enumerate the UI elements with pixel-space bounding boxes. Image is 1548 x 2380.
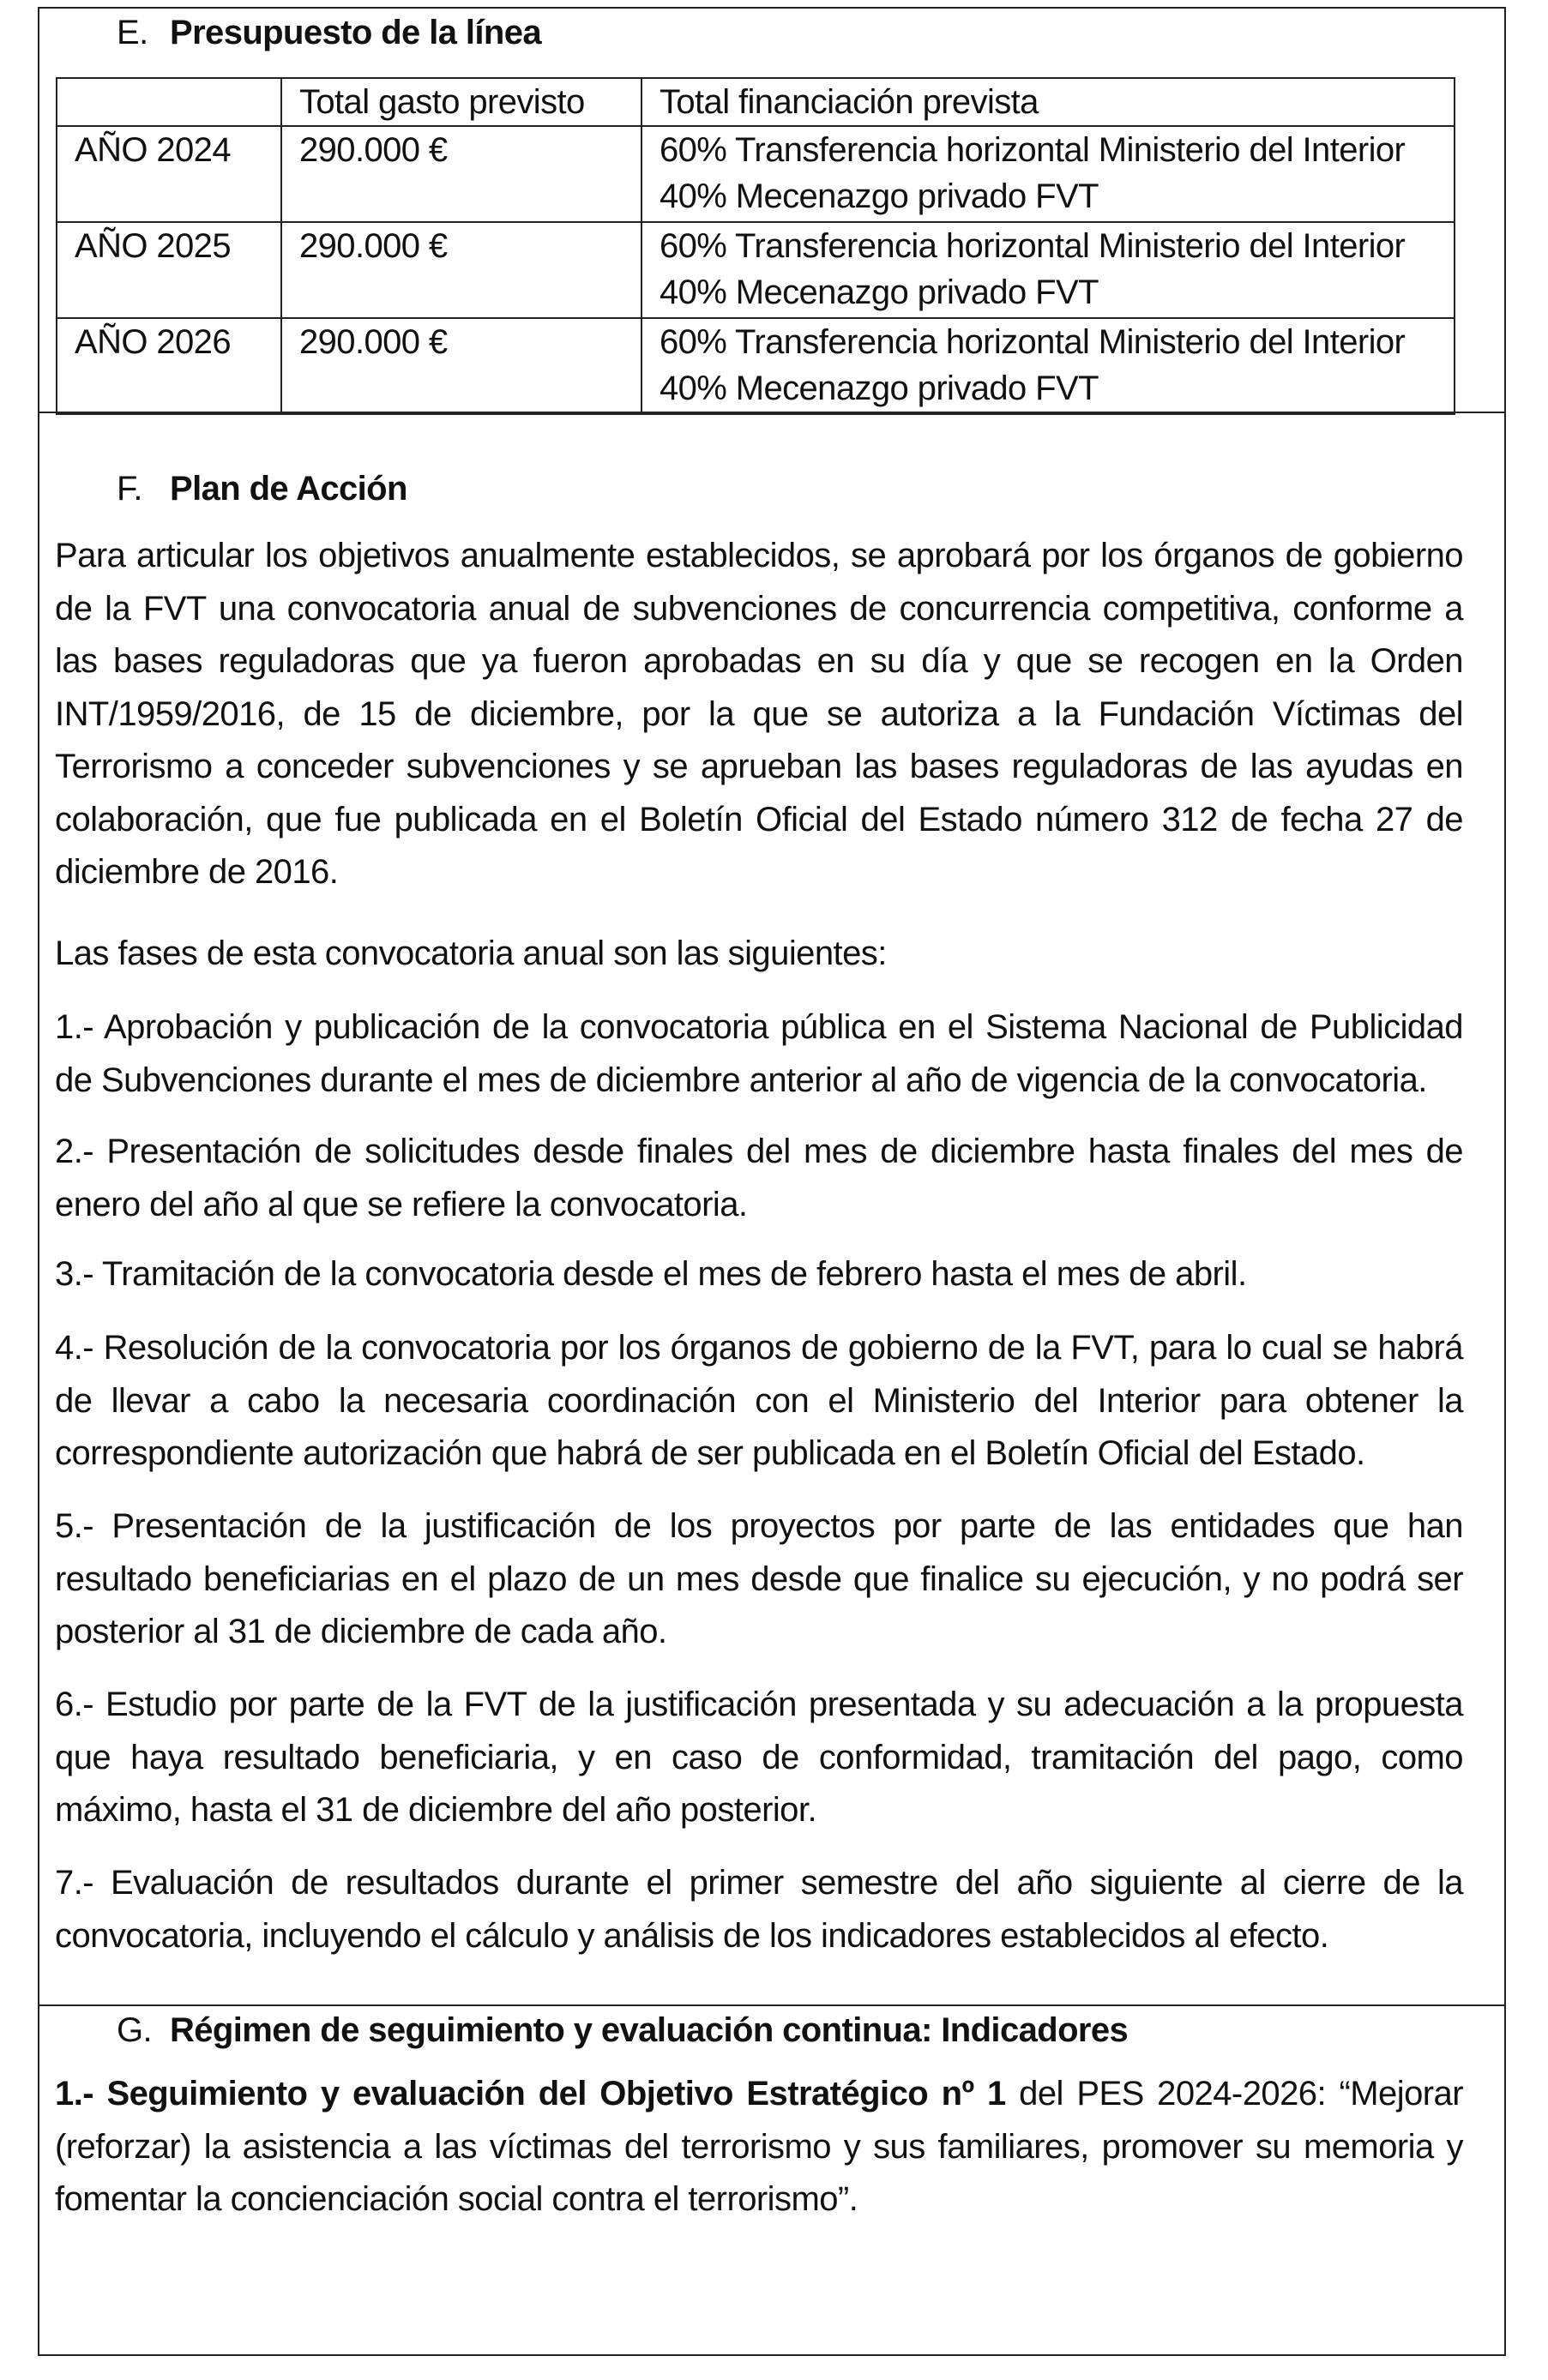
financing-line-1: 60% Transferencia horizontal Ministerio del Interior [660, 227, 1406, 265]
financing-line-2: 40% Mecenazgo privado FVT [660, 273, 1099, 311]
financing-line-1: 60% Transferencia horizontal Ministerio del Interior [660, 131, 1406, 169]
budget-header-financiacion: Total financiación prevista [641, 78, 1455, 126]
financing-line-2: 40% Mecenazgo privado FVT [660, 370, 1099, 407]
section-g-title: Régimen de seguimiento y evaluación continua: Indicadores [170, 2011, 1129, 2049]
section-f-letter: F. [117, 470, 142, 508]
section-e-letter: E. [117, 14, 148, 51]
phase-2: 2.- Presentación de solicitudes desde finales del mes de diciembre hasta finales del mes de enero del año al que se refiere la convocatoria. [55, 1133, 1463, 1223]
phase-1: 1.- Aprobación y publicación de la convocatoria pública en el Sistema Nacional de Publicidad de Subvenciones durante el mes de diciembre anterior al año de vigencia de la convocatoria. [55, 1008, 1463, 1099]
financing-line-2: 40% Mecenazgo privado FVT [660, 177, 1099, 215]
plan-intro-paragraph: Para articular los objetivos anualmente establecidos, se aprobará por los órganos de gobierno de la FVT una convocatoria anual de subvenciones de concurrencia competitiva, conforme a las bases reguladoras que ya fueron aprobadas en su día y que se recogen en la Orden INT/1959/2016, de 15 de diciembre, por la que se autoriza a la Fundación Víctimas del Terrorismo a conceder subvenciones y se aprueban las bases reguladoras de las ayudas en colaboración, que fue publicada en el Boletín Oficial del Estado número 312 de fecha 27 de diciembre de 2016. [55, 537, 1463, 891]
section-g-letter: G. [117, 2011, 153, 2049]
financing-line-1: 60% Transferencia horizontal Ministerio del Interior [660, 323, 1406, 361]
section-divider [38, 2004, 1506, 2006]
budget-header-blank [57, 78, 281, 126]
phase-6: 6.- Estudio por parte de la FVT de la justificación presentada y su adecuación a la propuesta que haya resultado beneficiaria, y en caso de conformidad, tramitación del pago, como máximo, hasta el 31 de diciembre del año posterior. [55, 1686, 1463, 1829]
phase-4: 4.- Resolución de la convocatoria por los órganos de gobierno de la FVT, para lo cual se habrá de llevar a cabo la necesaria coordinación con el Ministerio del Interior para obtener la correspondiente autorización que habrá de ser publicada en el Boletín Oficial del Estado. [55, 1329, 1463, 1472]
phase-3: 3.- Tramitación de la convocatoria desde el mes de febrero hasta el mes de abril. [55, 1255, 1247, 1293]
amount-cell: 290.000 € [281, 126, 641, 222]
objective-1-paragraph [55, 2068, 1463, 2227]
amount-cell: 290.000 € [281, 318, 641, 414]
year-cell: AÑO 2024 [57, 126, 281, 222]
objective-1-text: del PES 2024-2026: “Mejorar (reforzar) la asistencia a las víctimas del terrorismo y sus familiares, promover su memoria y fomentar la concienciación social contra el terrorismo”. [55, 2075, 1463, 2218]
section-divider [38, 412, 1506, 413]
section-e-heading [117, 14, 541, 52]
budget-header-gasto: Total gasto previsto [281, 78, 641, 126]
budget-table [56, 77, 1455, 415]
financing-cell [641, 318, 1455, 414]
section-e-title: Presupuesto de la línea [170, 14, 542, 51]
financing-cell [641, 222, 1455, 318]
section-f-title: Plan de Acción [170, 470, 407, 508]
table-row [57, 126, 1455, 222]
budget-header-row [57, 78, 1455, 126]
phase-5: 5.- Presentación de la justificación de los proyectos por parte de las entidades que han resultado beneficiarias en el plazo de un mes desde que finalice su ejecución, y no podrá ser posterior al 31 de diciembre de cada año. [55, 1507, 1463, 1650]
amount-cell: 290.000 € [281, 222, 641, 318]
table-row [57, 318, 1455, 414]
year-cell: AÑO 2026 [57, 318, 281, 414]
objective-1-lead: 1.- Seguimiento y evaluación del Objetivo Estratégico nº 1 [55, 2075, 1006, 2113]
section-g-heading [117, 2011, 1128, 2050]
section-f-heading [117, 470, 407, 508]
financing-cell [641, 126, 1455, 222]
phase-7: 7.- Evaluación de resultados durante el primer semestre del año siguiente al cierre de la convocatoria, incluyendo el cálculo y análisis de los indicadores establecidos al efecto. [55, 1864, 1463, 1955]
year-cell: AÑO 2025 [57, 222, 281, 318]
table-row [57, 222, 1455, 318]
phases-intro: Las fases de esta convocatoria anual son las siguientes: [55, 935, 887, 972]
